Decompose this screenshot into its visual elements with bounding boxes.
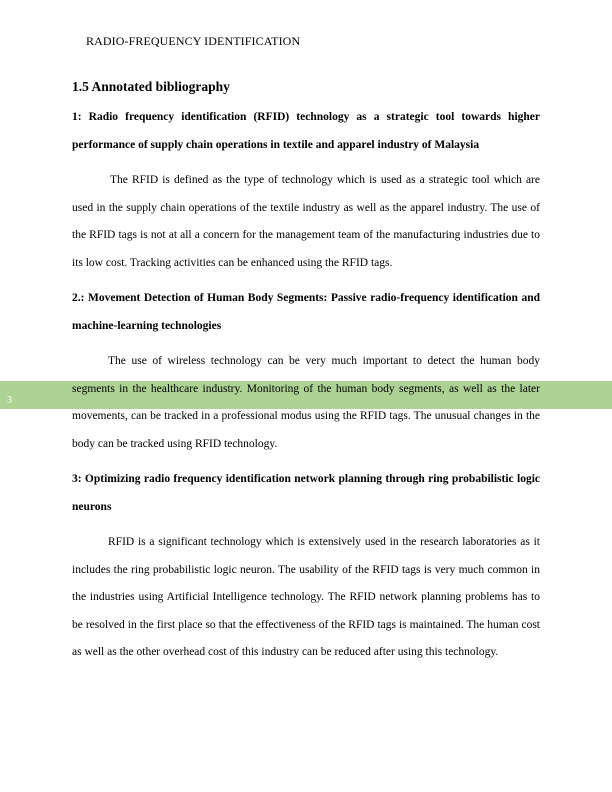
page-number: 3	[7, 395, 12, 406]
entry-2-title: 2.: Movement Detection of Human Body Segments: Passive radio-frequency identification and machine-learning technologies	[72, 292, 540, 332]
section-title: 1.5 Annotated bibliography	[72, 79, 230, 94]
entry-3-title: 3: Optimizing radio frequency identification network planning through ring probabilistic logic neurons	[72, 473, 540, 513]
entry-1-text: The RFID is defined as the type of technology which is used as a strategic tool which are used in the supply chain operations of the textile industry as well as the apparel industry. The use of the RFID tags is not at all a concern for the management team of the manufacturing industries due to its low cost. Tracking activities can be enhanced using the RFID tags.	[72, 174, 540, 269]
entry-2-text: The use of wireless technology can be very much important to detect the human body segments in the healthcare industry. Monitoring of the human body segments, as well as the later movements, can be tracked in a professional modus using the RFID tags. The unusual changes in the body can be tracked using RFID technology.	[72, 355, 540, 450]
document-body	[72, 78, 540, 675]
running-head: RADIO-FREQUENCY IDENTIFICATION	[86, 34, 301, 48]
entry-3-text: RFID is a significant technology which is extensively used in the research laboratories as it includes the ring probabilistic logic neuron. The usability of the RFID tags is very much common in the industries using Artificial Intelligence technology. The RFID network planning problems has to be resolved in the first place so that the effectiveness of the RFID tags is maintained. The human cost as well as the other overhead cost of this industry can be reduced after using this technology.	[72, 536, 540, 658]
entry-1-title: 1: Radio frequency identification (RFID) technology as a strategic tool towards higher performance of supply chain operations in textile and apparel industry of Malaysia	[72, 111, 540, 151]
